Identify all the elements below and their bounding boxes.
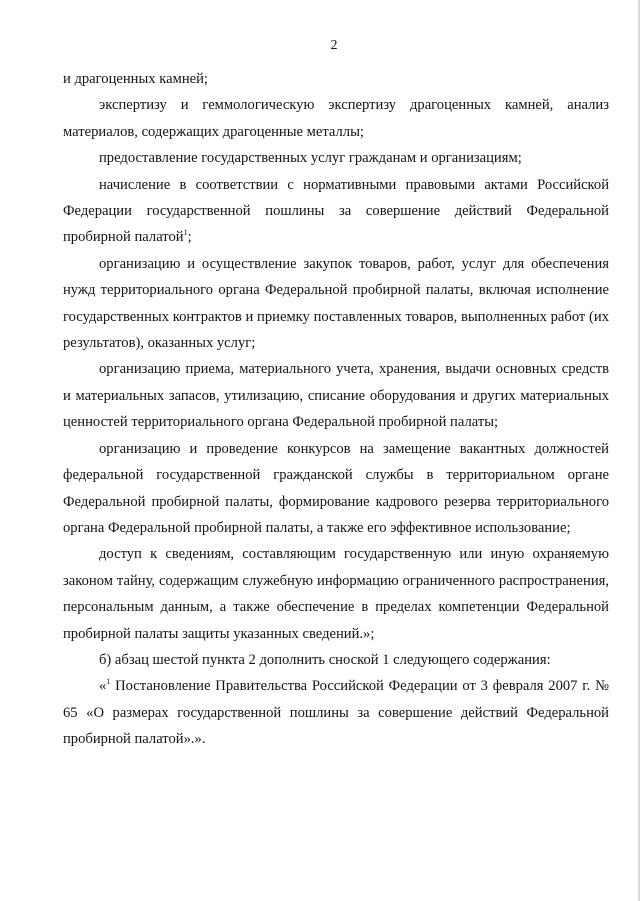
paragraph-7 [63,436,609,542]
document-body [63,66,609,753]
quote-open: « [99,678,107,695]
paragraph-text: организацию приема, материального учета, хранения, выдачи основных средств и материальных запасов, утилизацию, списание оборудования и других материальных ценностей территориального органа Федеральной пробирной палаты; [63,361,609,431]
paragraph-text: б) абзац шестой пункта 2 дополнить сноской 1 следующего содержания: [99,651,551,668]
paragraph-text: экспертизу и геммологическую экспертизу драгоценных камней, анализ материалов, содержащих драгоценные металлы; [63,97,609,140]
footnote-marker: 1 [183,228,188,238]
paragraph-text: доступ к сведениям, составляющим государственную или иную охраняемую законом тайну, содержащим служебную информацию ограниченного распространения, персональным данным, а также обеспечение в пределах компетенции Федеральной пробирной палаты защиты указанных сведений.»; [63,546,609,642]
paragraph-text: и драгоценных камней; [63,71,208,87]
paragraph-tail: ; [187,229,192,246]
paragraph-text: организацию и проведение конкурсов на замещение вакантных должностей федеральной государственной гражданской службы в территориальном органе Федеральной пробирной палаты, формирование кадрового резерва территориального органа Федеральной пробирной палаты, а также его эффективное использование; [63,440,609,536]
paragraph-4 [63,172,609,251]
paragraph-2 [63,92,609,145]
paragraph-text: начисление в соответствии с нормативными правовыми актами Российской Федерации государственной пошлины за совершение действий Федеральной пробирной палатой [63,176,609,246]
paragraph-6 [63,356,609,435]
paragraph-9 [63,647,609,673]
paragraph-8 [63,541,609,647]
paragraph-3 [63,145,609,171]
page-number: 2 [330,38,338,53]
footnote-marker: 1 [106,677,111,687]
paragraph-text: предоставление государственных услуг гражданам и организациям; [99,150,522,167]
paragraph-text: Постановление Правительства Российской Федерации от 3 февраля 2007 г. № 65 «О размерах государственной пошлины за совершение действий Федеральной пробирной палатой».». [63,678,609,748]
paragraph-text: организацию и осуществление закупок товаров, работ, услуг для обеспечения нужд территориального органа Федеральной пробирной палаты, включая исполнение государственных контрактов и приемку поставленных товаров, выполненных работ (их результатов), оказанных услуг; [63,255,609,352]
paragraph-10 [63,673,609,752]
paragraph-1 [63,66,609,92]
paragraph-5 [63,251,609,357]
